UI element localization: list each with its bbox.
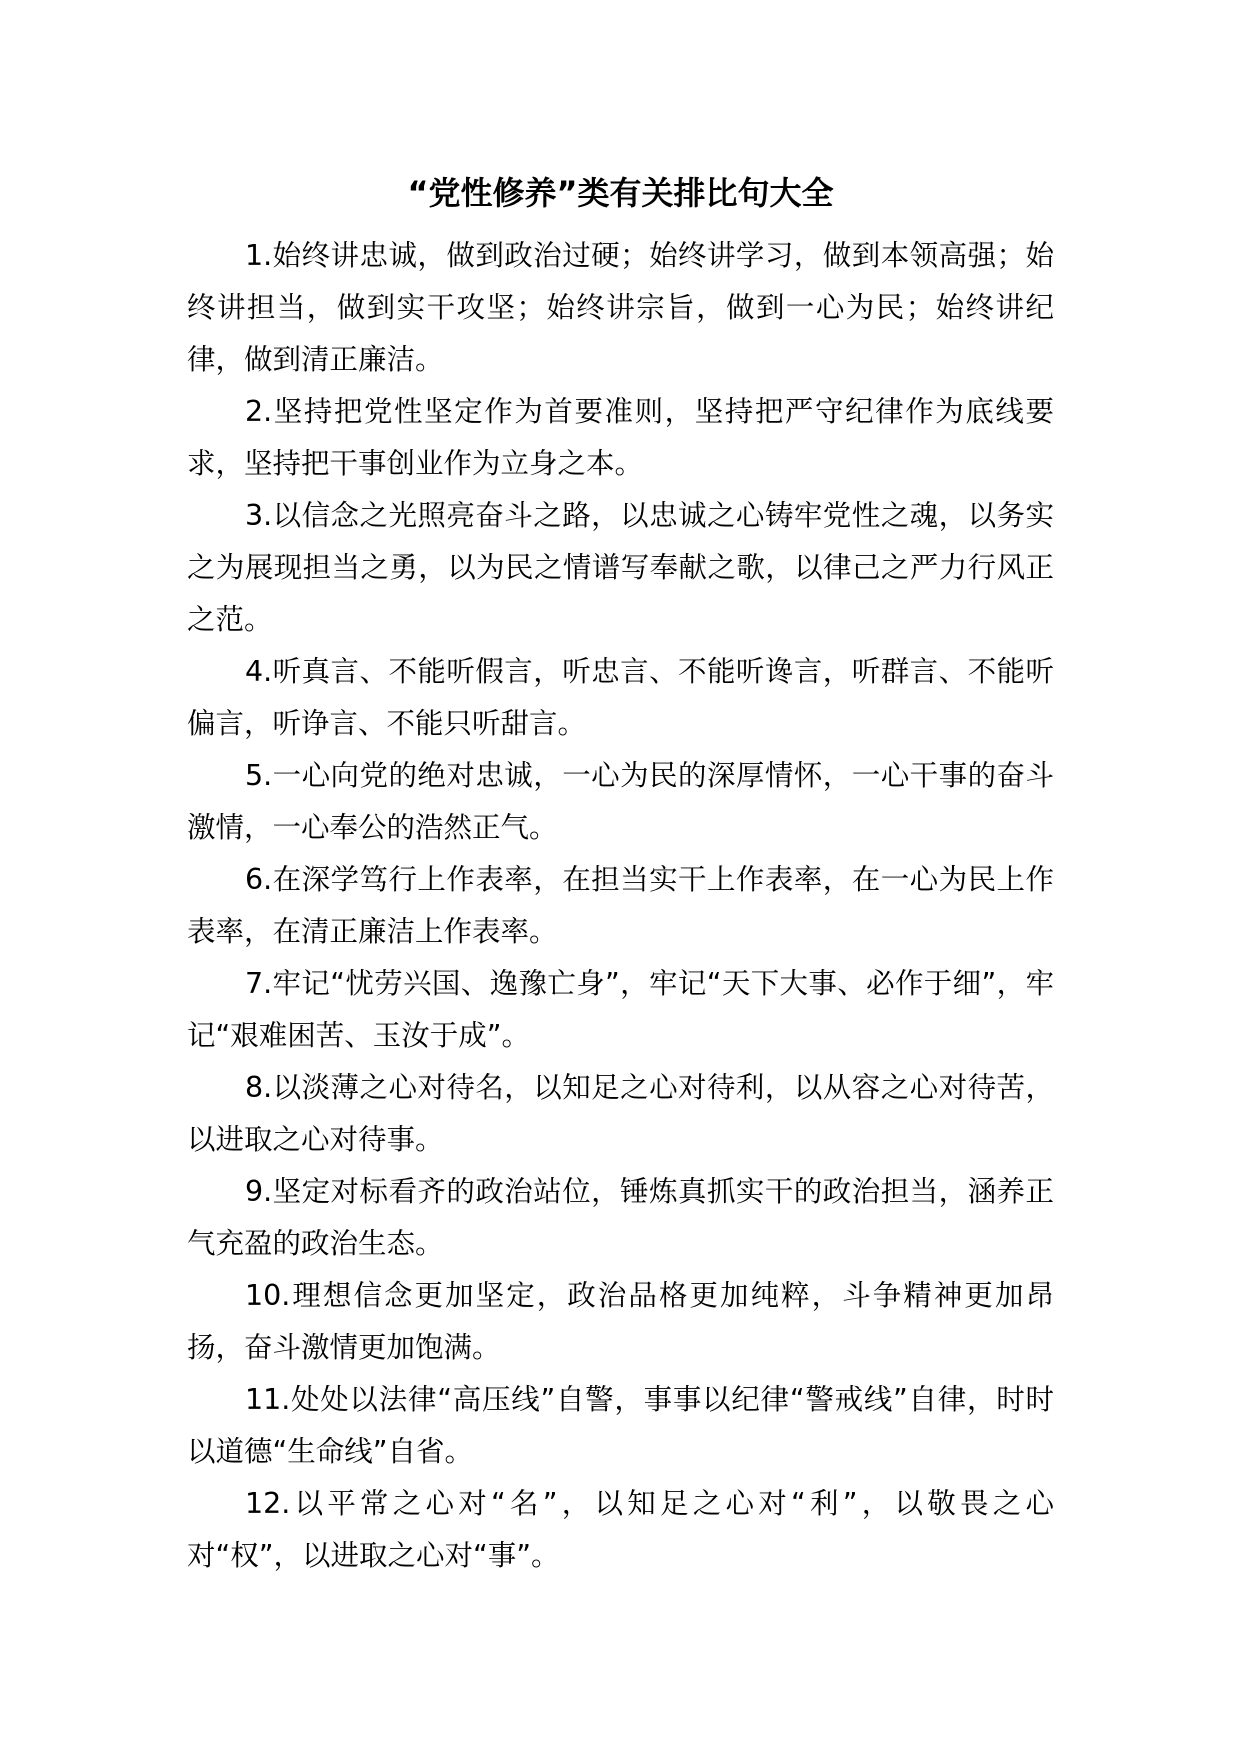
list-item: 9.坚定对标看齐的政治站位，锤炼真抓实干的政治担当，涵养正气充盈的政治生态。 [187, 1175, 1054, 1260]
document-title: “党性修养”类有关排比句大全 [407, 174, 834, 212]
item-list [187, 230, 1054, 1582]
list-item: 1.始终讲忠诚，做到政治过硬；始终讲学习，做到本领高强；始终讲担当，做到实干攻坚；始终讲宗旨，做到一心为民；始终讲纪律，做到清正廉洁。 [187, 239, 1054, 376]
list-item: 4.听真言、不能听假言，听忠言、不能听谗言，听群言、不能听偏言，听诤言、不能只听甜言。 [187, 655, 1054, 740]
list-item: 6.在深学笃行上作表率，在担当实干上作表率，在一心为民上作表率，在清正廉洁上作表率。 [187, 863, 1054, 948]
list-item: 5.一心向党的绝对忠诚，一心为民的深厚情怀，一心干事的奋斗激情，一心奉公的浩然正气。 [187, 759, 1054, 844]
list-item: 12.以平常之心对“名”，以知足之心对“利”，以敬畏之心对“权”，以进取之心对“事”。 [187, 1487, 1054, 1572]
list-item: 11.处处以法律“高压线”自警，事事以纪律“警戒线”自律，时时以道德“生命线”自省。 [187, 1383, 1054, 1468]
list-item: 8.以淡薄之心对待名，以知足之心对待利，以从容之心对待苦，以进取之心对待事。 [187, 1071, 1054, 1156]
list-item: 10.理想信念更加坚定，政治品格更加纯粹，斗争精神更加昂扬，奋斗激情更加饱满。 [187, 1279, 1054, 1364]
document-page [187, 170, 1054, 1582]
list-item: 3.以信念之光照亮奋斗之路，以忠诚之心铸牢党性之魂，以务实之为展现担当之勇，以为民之情谱写奉献之歌，以律己之严力行风正之范。 [187, 499, 1054, 636]
list-item: 2.坚持把党性坚定作为首要准则，坚持把严守纪律作为底线要求，坚持把干事创业作为立身之本。 [187, 395, 1054, 480]
list-item: 7.牢记“忧劳兴国、逸豫亡身”，牢记“天下大事、必作于细”，牢记“艰难困苦、玉汝于成”。 [187, 967, 1054, 1052]
